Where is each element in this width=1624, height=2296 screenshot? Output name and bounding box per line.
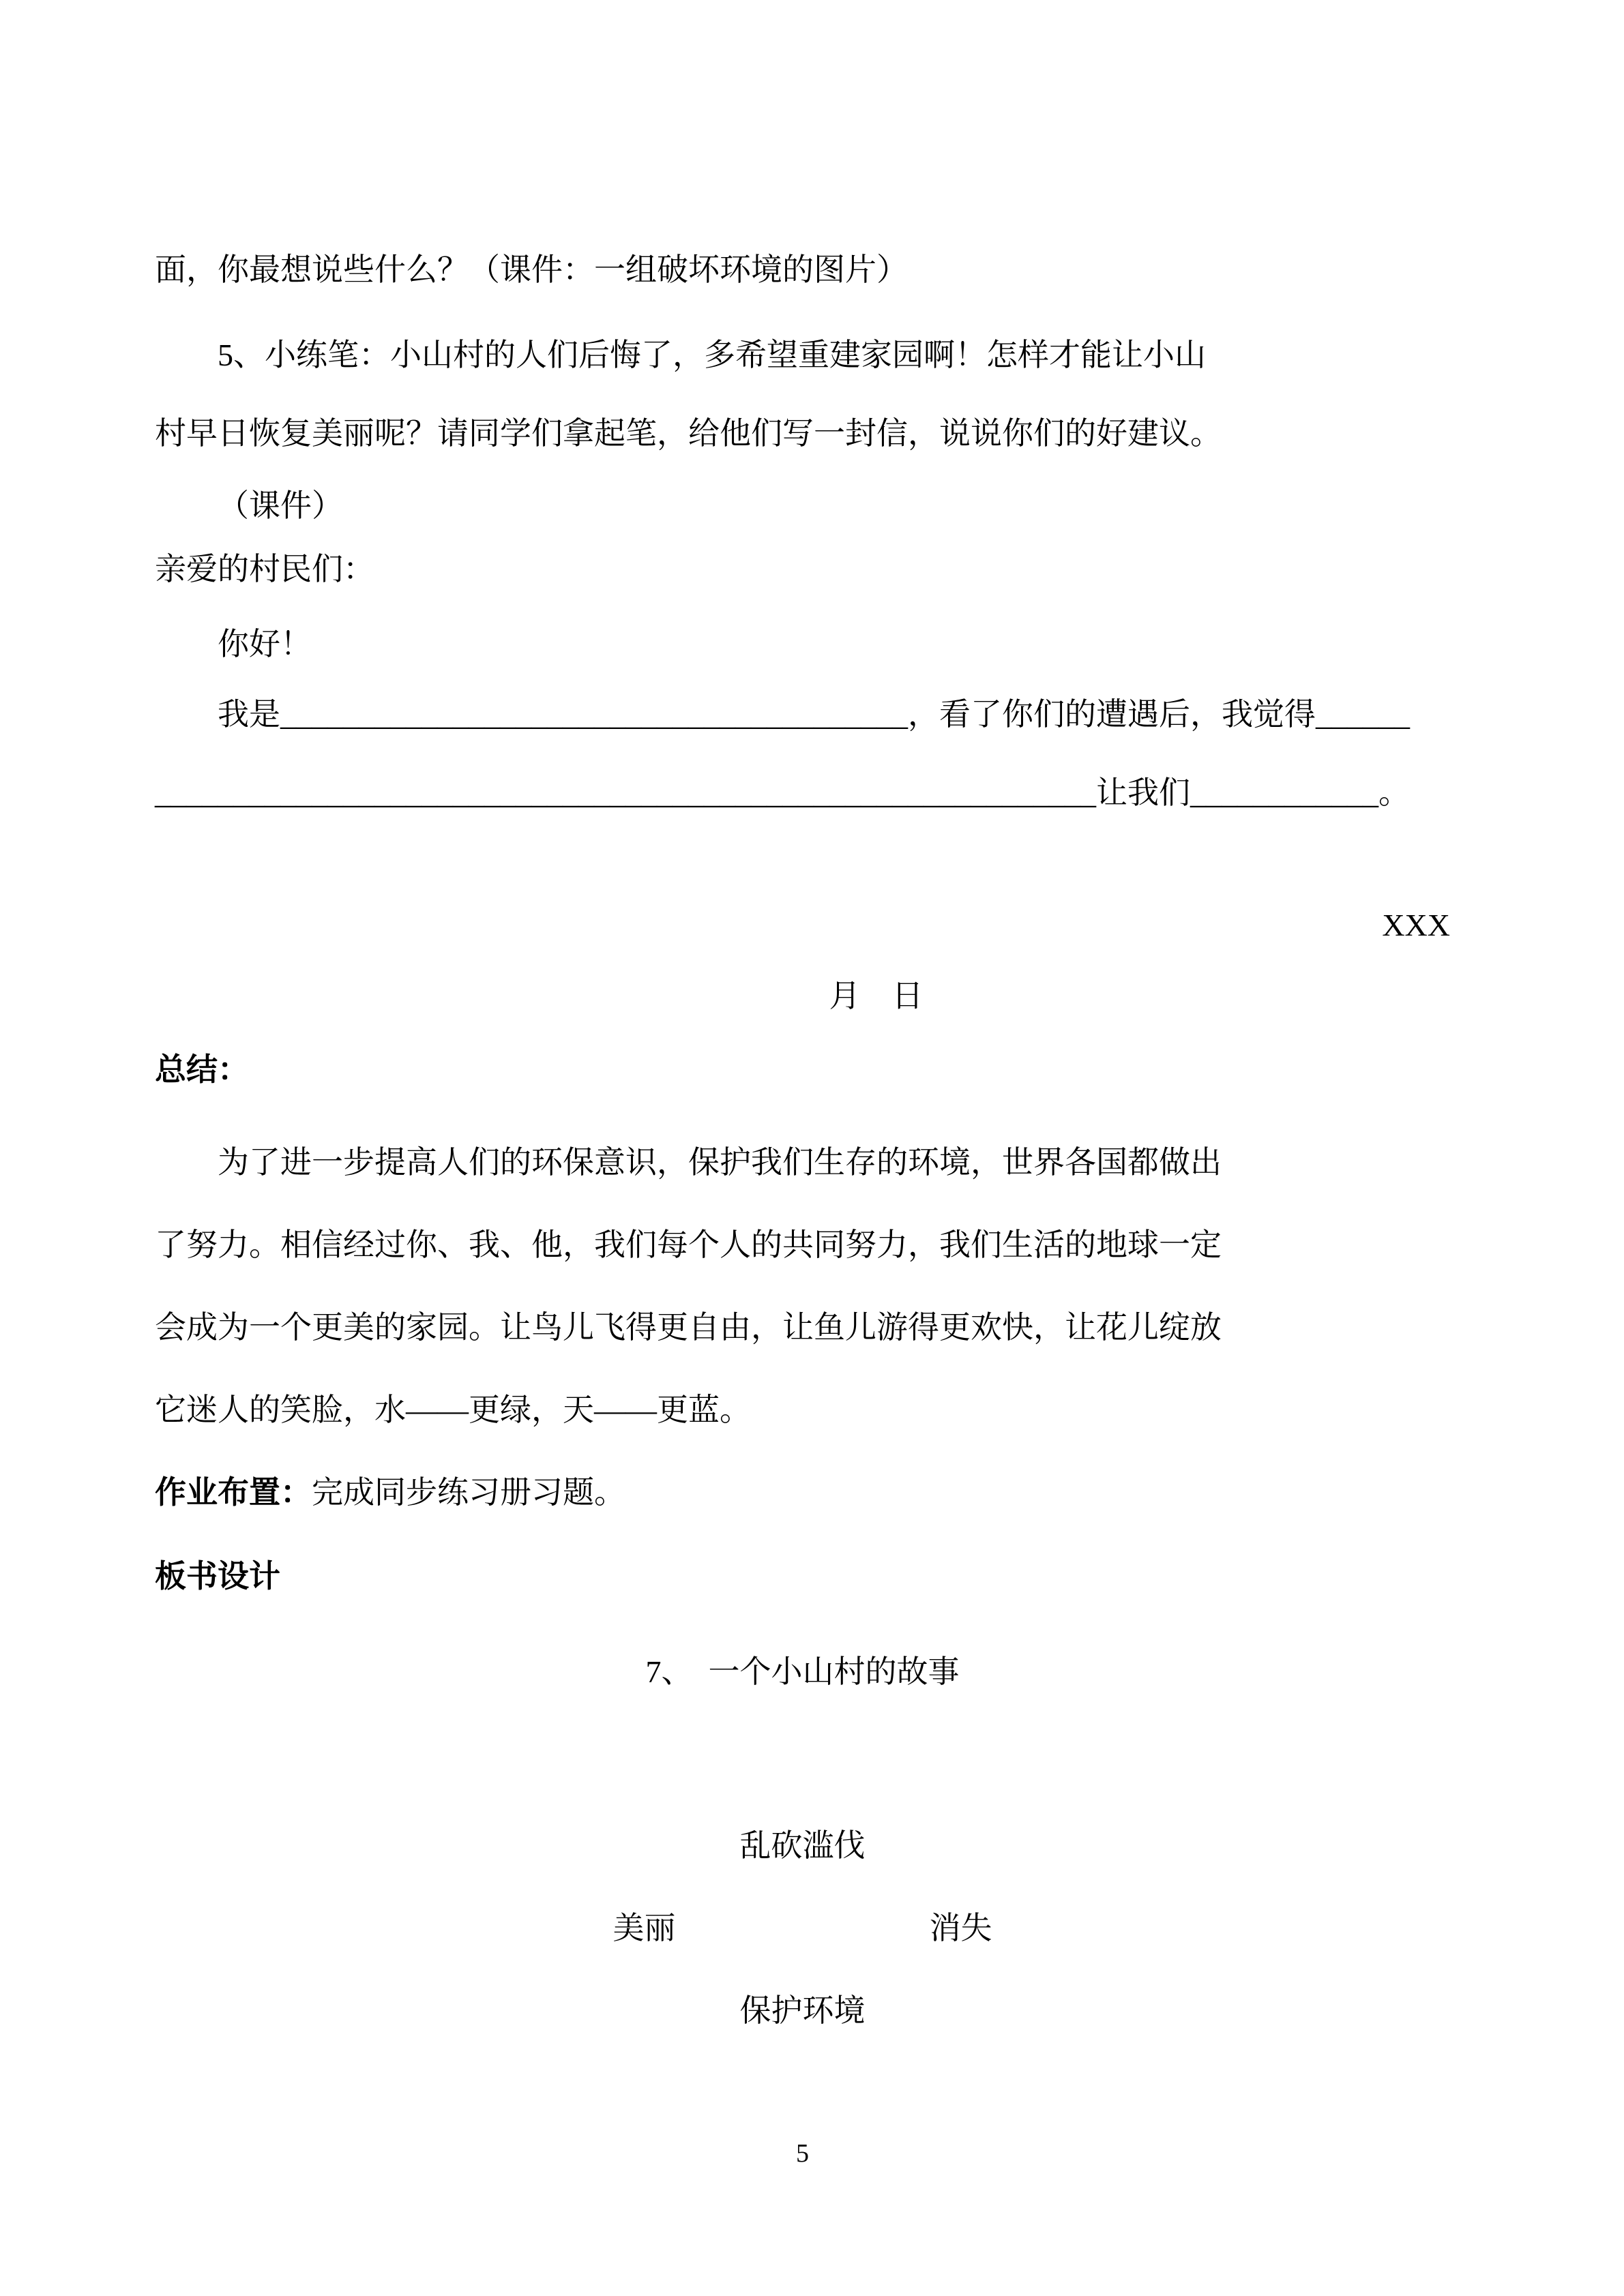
- letter-body-text: ，看了你们的遭遇后，我觉得: [908, 697, 1316, 732]
- summary-line-2: 了努力。相信经过你、我、他，我们每个人的共同努力，我们生活的地球一定: [155, 1227, 1222, 1262]
- board-design-heading: [155, 1557, 1450, 1596]
- letter-body-text: 。: [1378, 775, 1410, 810]
- courseware-note: （课件）: [218, 488, 343, 523]
- letter-body-text: 让我们: [1096, 775, 1190, 810]
- lesson-step-5-line-2: 村早日恢复美丽呢？请同学们拿起笔，给他们写一封信，说说你们的好建议。: [155, 416, 1222, 451]
- summary-heading: [155, 1050, 1450, 1090]
- board-item-row: [155, 1909, 1450, 1948]
- page-number: 5: [796, 2139, 809, 2168]
- summary-line-3: 会成为一个更美的家园。让鸟儿飞得更自由，让鱼儿游得更欢快，让花儿绽放: [155, 1310, 1222, 1345]
- board-lesson-title: 7、 一个小山村的故事: [645, 1654, 960, 1689]
- board-item-disappear: 消失: [929, 1911, 992, 1945]
- fill-in-blank: ________________________________________: [280, 697, 908, 732]
- paragraph-continuation: 面，你最想说些什么？（课件：一组破坏环境的图片）: [155, 252, 908, 287]
- lesson-step-5-line-1: 5、小练笔：小山村的人们后悔了，多希望重建家园啊！怎样才能让小山: [218, 338, 1206, 372]
- board-item-protect-environment: 保护环境: [739, 1993, 866, 2028]
- homework-text: 完成同步练习册习题。: [312, 1475, 625, 1510]
- letter-body-text: 我是: [218, 697, 280, 732]
- board-item-deforestation: 乱砍滥伐: [739, 1828, 866, 1863]
- homework-line: [155, 1473, 1450, 1512]
- board-item-beautiful: 美丽: [612, 1911, 676, 1945]
- board-design-heading-label: 板书设计: [155, 1558, 280, 1594]
- fill-in-blank: ____________________________________________________________: [155, 775, 1096, 810]
- letter-salutation: 亲爱的村民们：: [155, 552, 374, 586]
- letter-body-line-2: [155, 773, 1450, 813]
- summary-line-4: 它迷人的笑脸，水——更绿，天——更蓝。: [155, 1392, 751, 1427]
- fill-in-blank: ____________: [1190, 775, 1378, 810]
- letter-body-line-1: [155, 695, 1450, 734]
- letter-date: 月 日: [829, 979, 924, 1013]
- summary-line-1: 为了进一步提高人们的环保意识，保护我们生存的环境，世界各国都做出: [218, 1145, 1222, 1180]
- letter-signature: XXX: [1382, 908, 1450, 942]
- homework-label: 作业布置：: [155, 1474, 312, 1510]
- letter-greeting: 你好！: [218, 627, 312, 661]
- fill-in-blank: ______: [1316, 697, 1410, 732]
- summary-heading-label: 总结：: [155, 1052, 249, 1087]
